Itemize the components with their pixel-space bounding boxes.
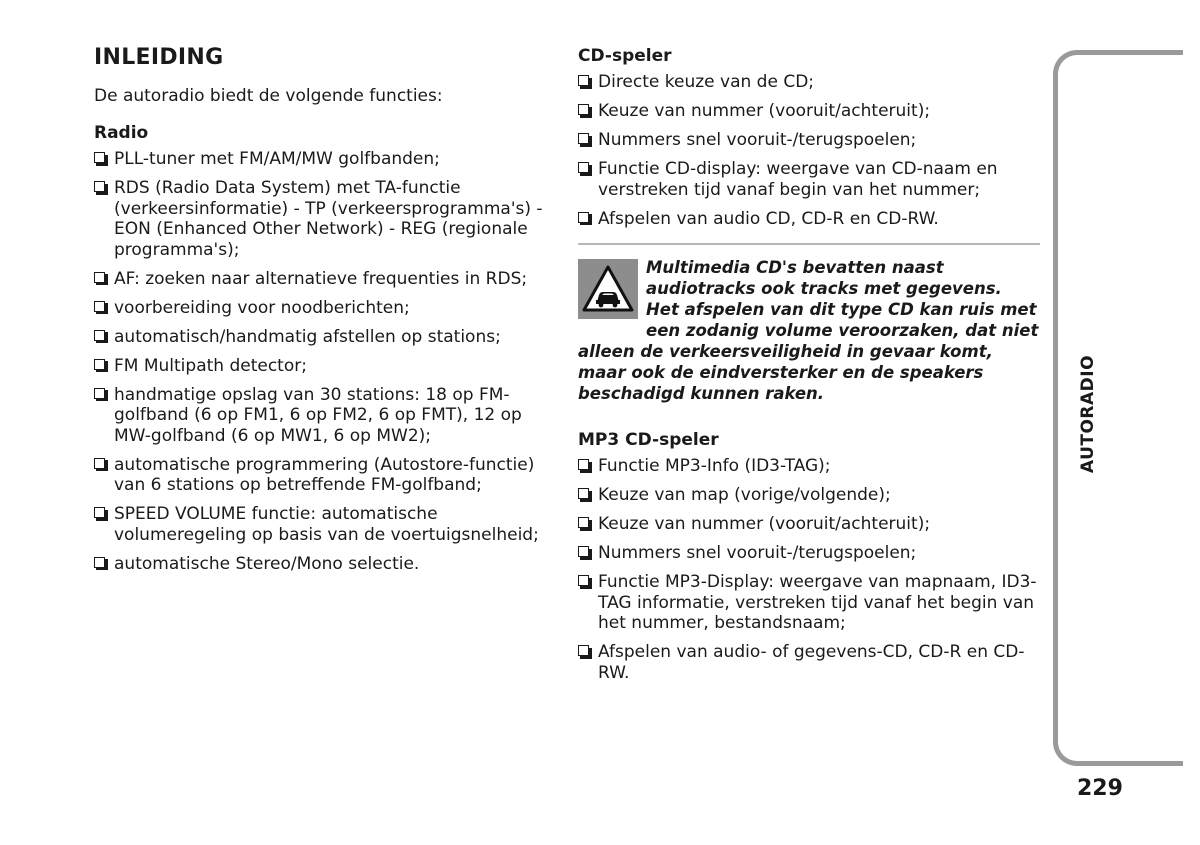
- list-item: Keuze van nummer (vooruit/achteruit);: [578, 514, 1040, 535]
- checkbox-bullet-icon: [94, 301, 105, 312]
- warning-text: Multimedia CD's bevatten naast audiotracks ook tracks met gegevens. Het afspelen van dit type CD kan ruis met een zodanig volume veroorzaken, dat niet alleen de verkeersveiligheid in gevaar komt, maar ook de eindversterker en de speakers beschadigd kunnen raken.: [578, 258, 1039, 403]
- checkbox-bullet-icon: [94, 458, 105, 469]
- checkbox-bullet-icon: [94, 507, 105, 518]
- mp3-list: [578, 456, 1040, 683]
- checkbox-bullet-icon: [578, 459, 589, 470]
- checkbox-bullet-icon: [578, 645, 589, 656]
- checkbox-bullet-icon: [94, 181, 105, 192]
- list-item: Directe keuze van de CD;: [578, 72, 1040, 93]
- warning-triangle-car-icon: [578, 259, 638, 319]
- mp3-heading: MP3 CD-speler: [578, 430, 719, 450]
- checkbox-bullet-icon: [578, 104, 589, 115]
- section-tab-label: AUTORADIO: [1078, 354, 1098, 474]
- list-item: Functie MP3-Display: weergave van mapnaam, ID3-TAG informatie, verstreken tijd vanaf het begin van het nummer, bestandsnaam;: [578, 572, 1040, 634]
- list-item: FM Multipath detector;: [94, 356, 550, 377]
- checkbox-bullet-icon: [94, 557, 105, 568]
- checkbox-bullet-icon: [578, 133, 589, 144]
- list-item: automatisch/handmatig afstellen op stations;: [94, 327, 550, 348]
- checkbox-bullet-icon: [578, 488, 589, 499]
- list-item: voorbereiding voor noodberichten;: [94, 298, 550, 319]
- cd-heading: CD-speler: [578, 46, 672, 66]
- checkbox-bullet-icon: [578, 575, 589, 586]
- list-item: automatische programmering (Autostore-functie) van 6 stations op betreffende FM-golfband;: [94, 455, 550, 496]
- checkbox-bullet-icon: [578, 517, 589, 528]
- checkbox-bullet-icon: [578, 546, 589, 557]
- list-item: Keuze van nummer (vooruit/achteruit);: [578, 101, 1040, 122]
- checkbox-bullet-icon: [94, 359, 105, 370]
- list-item: Keuze van map (vorige/volgende);: [578, 485, 1040, 506]
- list-item: RDS (Radio Data System) met TA-functie (verkeersinformatie) - TP (verkeersprogramma's) - EON (Enhanced Other Network) - REG (regionale programma's);: [94, 178, 550, 260]
- left-column: [94, 44, 550, 583]
- intro-text: De autoradio biedt de volgende functies:: [94, 86, 443, 106]
- list-item: handmatige opslag van 30 stations: 18 op FM-golfband (6 op FM1, 6 op FM2, 6 op FMT), 12 op MW-golfband (6 op MW1, 6 op MW2);: [94, 385, 550, 447]
- right-column: [578, 46, 1040, 692]
- radio-heading: Radio: [94, 123, 149, 143]
- list-item: Nummers snel vooruit-/terugspoelen;: [578, 130, 1040, 151]
- checkbox-bullet-icon: [94, 388, 105, 399]
- checkbox-bullet-icon: [94, 330, 105, 341]
- checkbox-bullet-icon: [578, 162, 589, 173]
- page-number: 229: [1077, 776, 1123, 801]
- cd-list: [578, 72, 1040, 229]
- checkbox-bullet-icon: [578, 212, 589, 223]
- page-title: INLEIDING: [94, 45, 224, 70]
- list-item: PLL-tuner met FM/AM/MW golfbanden;: [94, 149, 550, 170]
- checkbox-bullet-icon: [94, 272, 105, 283]
- checkbox-bullet-icon: [94, 152, 105, 163]
- section-tab: [1053, 50, 1183, 766]
- radio-list: [94, 149, 550, 574]
- warning-box: [578, 243, 1040, 404]
- list-item: Functie MP3-Info (ID3-TAG);: [578, 456, 1040, 477]
- checkbox-bullet-icon: [578, 75, 589, 86]
- list-item: Afspelen van audio CD, CD-R en CD-RW.: [578, 209, 1040, 230]
- list-item: Nummers snel vooruit-/terugspoelen;: [578, 543, 1040, 564]
- list-item: Afspelen van audio- of gegevens-CD, CD-R en CD-RW.: [578, 642, 1040, 683]
- list-item: automatische Stereo/Mono selectie.: [94, 554, 550, 575]
- list-item: Functie CD-display: weergave van CD-naam en verstreken tijd vanaf begin van het nummer;: [578, 159, 1040, 200]
- list-item: AF: zoeken naar alternatieve frequenties in RDS;: [94, 269, 550, 290]
- list-item: SPEED VOLUME functie: automatische volumeregeling op basis van de voertuigsnelheid;: [94, 504, 550, 545]
